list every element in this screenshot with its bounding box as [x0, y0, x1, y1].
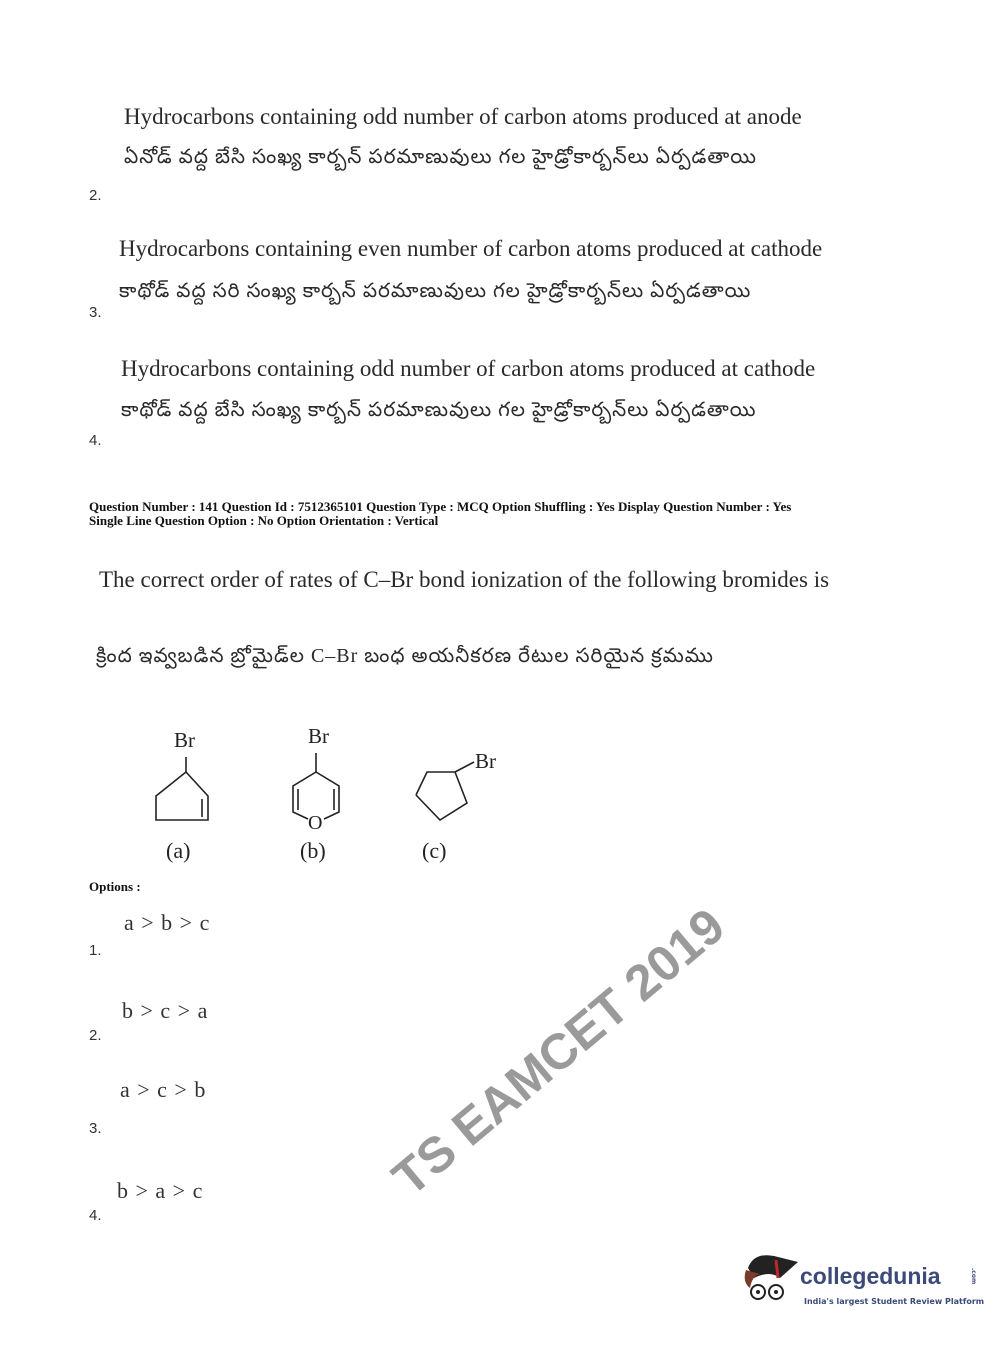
option-2-telugu: ఏనోడ్ వద్ద బేసి సంఖ్య కార్బన్ పరమాణువులు గల హైడ్రోకార్బన్‌లు ఏర్పడతాయి [124, 146, 757, 168]
structure-b-oxygen: O [308, 812, 323, 834]
question-telugu: క్రింద ఇవ్వబడిన బ్రోమైడ్‌ల C–Br బంధ అయనీకరణ రేటుల సరియైన క్రమము [96, 645, 714, 667]
option-3-english: Hydrocarbons containing even number of carbon atoms produced at cathode [119, 236, 823, 261]
logo-tagline: India's largest Student Review Platform [804, 1297, 985, 1306]
option-number: 2. [89, 1027, 102, 1044]
option-4-text: b > a > c [117, 1178, 204, 1203]
structure-a [156, 757, 208, 820]
option-1-text: a > b > c [124, 910, 211, 935]
option-2-text: b > c > a [122, 998, 209, 1023]
question-english: The correct order of rates of C–Br bond ionization of the following bromides is [99, 567, 830, 592]
option-3-telugu: కాథోడ్ వద్ద సరి సంఖ్య కార్బన్ పరమాణువులు గల హైడ్రోకార్బన్‌లు ఏర్పడతాయి [119, 280, 752, 302]
logo-name: collegedunia [800, 1263, 941, 1289]
mascot-icon [740, 1248, 802, 1314]
option-number: 3. [89, 304, 102, 321]
structure-c-br: Br [475, 749, 496, 773]
options-heading: Options : [89, 879, 141, 894]
structure-c [416, 762, 474, 820]
option-2-english: Hydrocarbons containing odd number of carbon atoms produced at anode [124, 104, 802, 129]
option-number: 4. [89, 1207, 102, 1224]
collegedunia-logo [740, 1248, 985, 1318]
structure-b-label: (b) [300, 838, 326, 863]
option-3-text: a > c > b [120, 1077, 207, 1102]
option-number: 3. [89, 1120, 102, 1137]
structure-a-br: Br [174, 728, 195, 752]
option-number: 2. [89, 187, 102, 204]
logo-suffix: .com [970, 1268, 977, 1285]
question-meta-line1: Question Number : 141 Question Id : 7512365101 Question Type : MCQ Option Shuffling : Yes Display Question Number : Yes [89, 499, 792, 514]
watermark: TS EAMCET 2019 [382, 897, 736, 1207]
question-meta-line2: Single Line Question Option : No Option Orientation : Vertical [89, 513, 439, 528]
option-4-english: Hydrocarbons containing odd number of carbon atoms produced at cathode [121, 356, 816, 381]
structure-a-label: (a) [166, 838, 191, 863]
option-number: 4. [89, 432, 102, 449]
option-number: 1. [89, 942, 102, 959]
structure-c-label: (c) [422, 838, 447, 863]
structure-b-br: Br [308, 724, 329, 748]
bromide-structures [130, 715, 510, 875]
structure-b [293, 753, 339, 819]
option-4-telugu: కాథోడ్ వద్ద బేసి సంఖ్య కార్బన్ పరమాణువులు గల హైడ్రోకార్బన్‌లు ఏర్పడతాయి [121, 399, 757, 421]
